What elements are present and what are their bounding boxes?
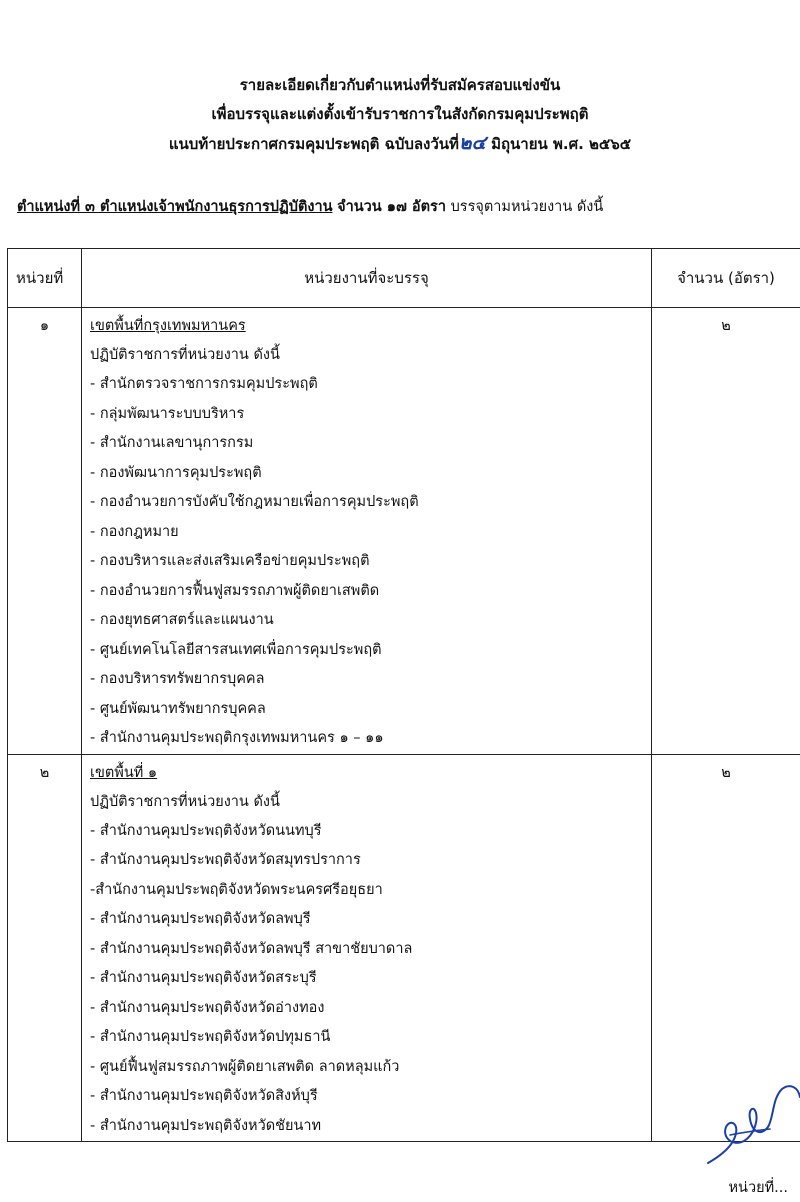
table-row [8,308,800,755]
header-line-2: เพื่อบรรจุและแต่งตั้งเข้ารับราชการในสังกัดกรมคุมประพฤติ [211,105,589,123]
office-item: - สำนักงานคุมประพฤติจังหวัดอ่างทอง [90,999,325,1016]
header-unit-no: หน่วยที่ [8,249,82,308]
signature [700,1075,800,1170]
handwritten-day: ๒๔ [458,132,486,154]
office-item: - กองยุทธศาสตร์และแผนงาน [90,612,274,628]
office-item: - สำนักงานคุมประพฤติจังหวัดลพบุรี [90,911,311,927]
office-item: -สำนักงานคุมประพฤติจังหวัดพระนครศรีอยุธยา [90,881,383,898]
office-item: - สำนักงานคุมประพฤติจังหวัดสิงห์บุรี [90,1088,318,1104]
office-item: - สำนักตรวจราชการกรมคุมประพฤติ [90,376,318,392]
units-table [7,248,800,1142]
header-line-3-suffix: มิถุนายน พ.ศ. ๒๕๖๕ [485,135,632,153]
office-item: - กองกฎหมาย [90,523,179,540]
office-item: - สำนักงานคุมประพฤติจังหวัดลพบุรี สาขาชัยบาดาล [90,940,413,957]
header-line-3-prefix: แนบท้ายประกาศกรมคุมประพฤติ ฉบับลงวันที่ [168,135,459,153]
unit-number: ๒ [8,754,82,1142]
table-row [8,754,800,1142]
office-item: - กองอำนวยการฟื้นฟูสมรรถภาพผู้ติดยาเสพติด [90,582,380,599]
office-item: - สำนักงานคุมประพฤติจังหวัดสมุทรปราการ [90,852,361,868]
quantity: ๒ [652,308,800,755]
office-item: - สำนักงานคุมประพฤติจังหวัดชัยนาท [90,1117,322,1134]
area-intro: ปฏิบัติราชการที่หน่วยงาน ดังนี้ [90,793,280,810]
unit-number: ๑ [8,308,82,755]
position-heading [17,196,790,218]
office-item: - สำนักงานคุมประพฤติจังหวัดปทุมธานี [90,1029,331,1045]
office-item: - สำนักงานคุมประพฤติจังหวัดนนทบุรี [90,822,322,839]
office-item: - กองพัฒนาการคุมประพฤติ [90,464,262,481]
office-item: - ศูนย์ฟื้นฟูสมรรถภาพผู้ติดยาเสพติด ลาดหลุมแก้ว [90,1058,400,1075]
unit-details [82,308,652,755]
office-item: - สำนักงานเลขานุการกรม [90,435,254,451]
office-item: - กองบริหารและส่งเสริมเครือข่ายคุมประพฤติ [90,553,370,569]
header-quantity: จำนวน (อัตรา) [652,249,800,308]
table-header-row [8,249,800,308]
area-title: เขตพื้นที่ ๑ [90,764,158,781]
position-count: จำนวน ๑๗ อัตรา [337,199,446,215]
office-item: - กองอำนวยการบังคับใช้กฎหมายเพื่อการคุมประพฤติ [90,494,419,510]
unit-details [82,754,652,1142]
header-line-1: รายละเอียดเกี่ยวกับตำแหน่งที่รับสมัครสอบแข่งขัน [239,76,561,94]
office-item: - กลุ่มพัฒนาระบบบริหาร [90,405,245,422]
position-title: ตำแหน่งที่ ๓ ตำแหน่งเจ้าพนักงานธุรการปฏิบัติงาน [17,199,333,215]
area-title: เขตพื้นที่กรุงเทพมหานคร [90,318,246,334]
office-item: - สำนักงานคุมประพฤติจังหวัดสระบุรี [90,970,317,986]
office-item: - กองบริหารทรัพยากรบุคคล [90,671,265,687]
header-unit-name: หน่วยงานที่จะบรรจุ [82,249,652,308]
area-intro: ปฏิบัติราชการที่หน่วยงาน ดังนี้ [90,347,280,363]
office-item: - ศูนย์พัฒนาทรัพยากรบุคคล [90,700,266,717]
position-note: บรรจุตามหน่วยงาน ดังนี้ [445,199,604,215]
quantity: ๒ [652,754,800,1142]
office-item: - ศูนย์เทคโนโลยีสารสนเทศเพื่อการคุมประพฤติ [90,641,382,658]
next-page-marker: หน่วยที่... [728,1180,788,1196]
document-header [0,71,800,159]
office-item: - สำนักงานคุมประพฤติกรุงเทพมหานคร ๑ – ๑๑ [90,730,384,746]
header-line-3 [0,129,800,159]
